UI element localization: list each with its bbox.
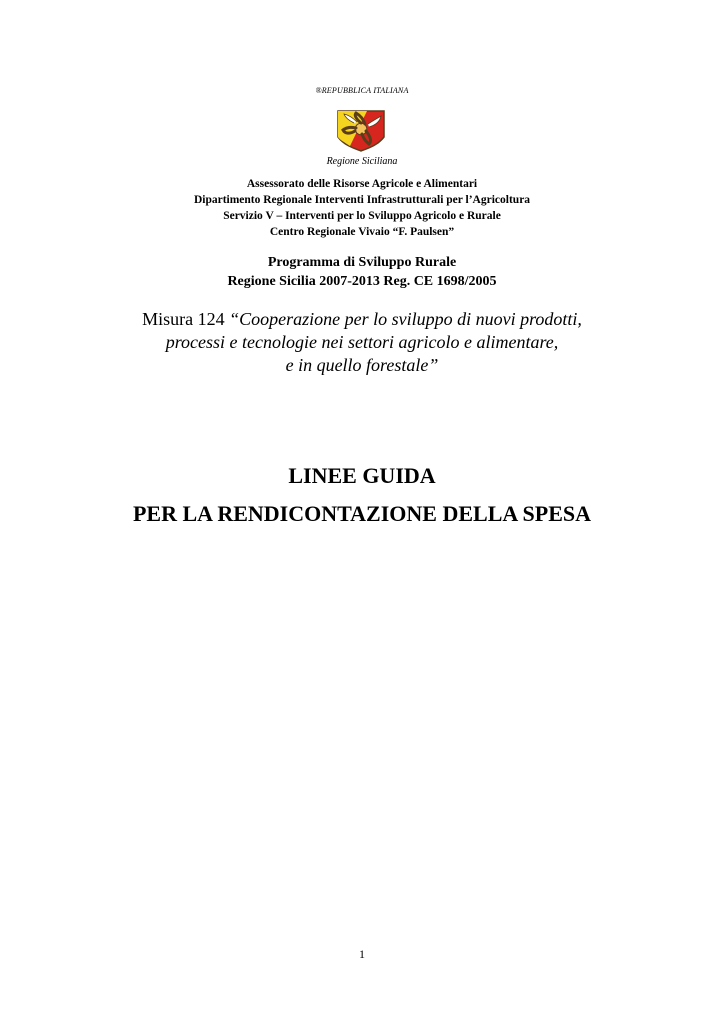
programme-line-1: Programma di Sviluppo Rurale: [267, 255, 457, 270]
page-number: 1: [359, 947, 365, 961]
office-line-department: Dipartimento Regionale Interventi Infrastrutturali per l’Agricoltura: [193, 194, 531, 206]
main-title-line-1: LINEE GUIDA: [288, 463, 436, 488]
republic-heading: ®REPUBBLICA ITALIANA: [315, 86, 409, 95]
trinacria-emblem-icon: [330, 106, 392, 152]
main-title-line-2: PER LA RENDICONTAZIONE DELLA SPESA: [132, 501, 592, 526]
measure-label: Misura 124: [142, 309, 230, 329]
measure-quote-line-3: e in quello forestale”: [285, 355, 439, 375]
office-block: [0, 176, 724, 240]
office-line-assessorato: Assessorato delle Risorse Agricole e Alimentari: [246, 178, 478, 190]
office-line-service: Servizio V – Interventi per lo Sviluppo Agricolo e Rurale: [223, 210, 501, 222]
programme-line-2: Regione Sicilia 2007-2013 Reg. CE 1698/2005: [227, 274, 497, 289]
measure-quote-line-1: “Cooperazione per lo sviluppo di nuovi prodotti,: [229, 309, 582, 329]
measure-quote-line-2: processi e tecnologie nei settori agricolo e alimentare,: [165, 332, 559, 352]
main-title: [0, 457, 724, 533]
office-line-center: Centro Regionale Vivaio “F. Paulsen”: [269, 226, 455, 238]
region-name: Regione Siciliana: [326, 156, 398, 167]
programme-block: [0, 253, 724, 291]
measure-line-1: [0, 308, 724, 331]
measure-block: [0, 308, 724, 377]
